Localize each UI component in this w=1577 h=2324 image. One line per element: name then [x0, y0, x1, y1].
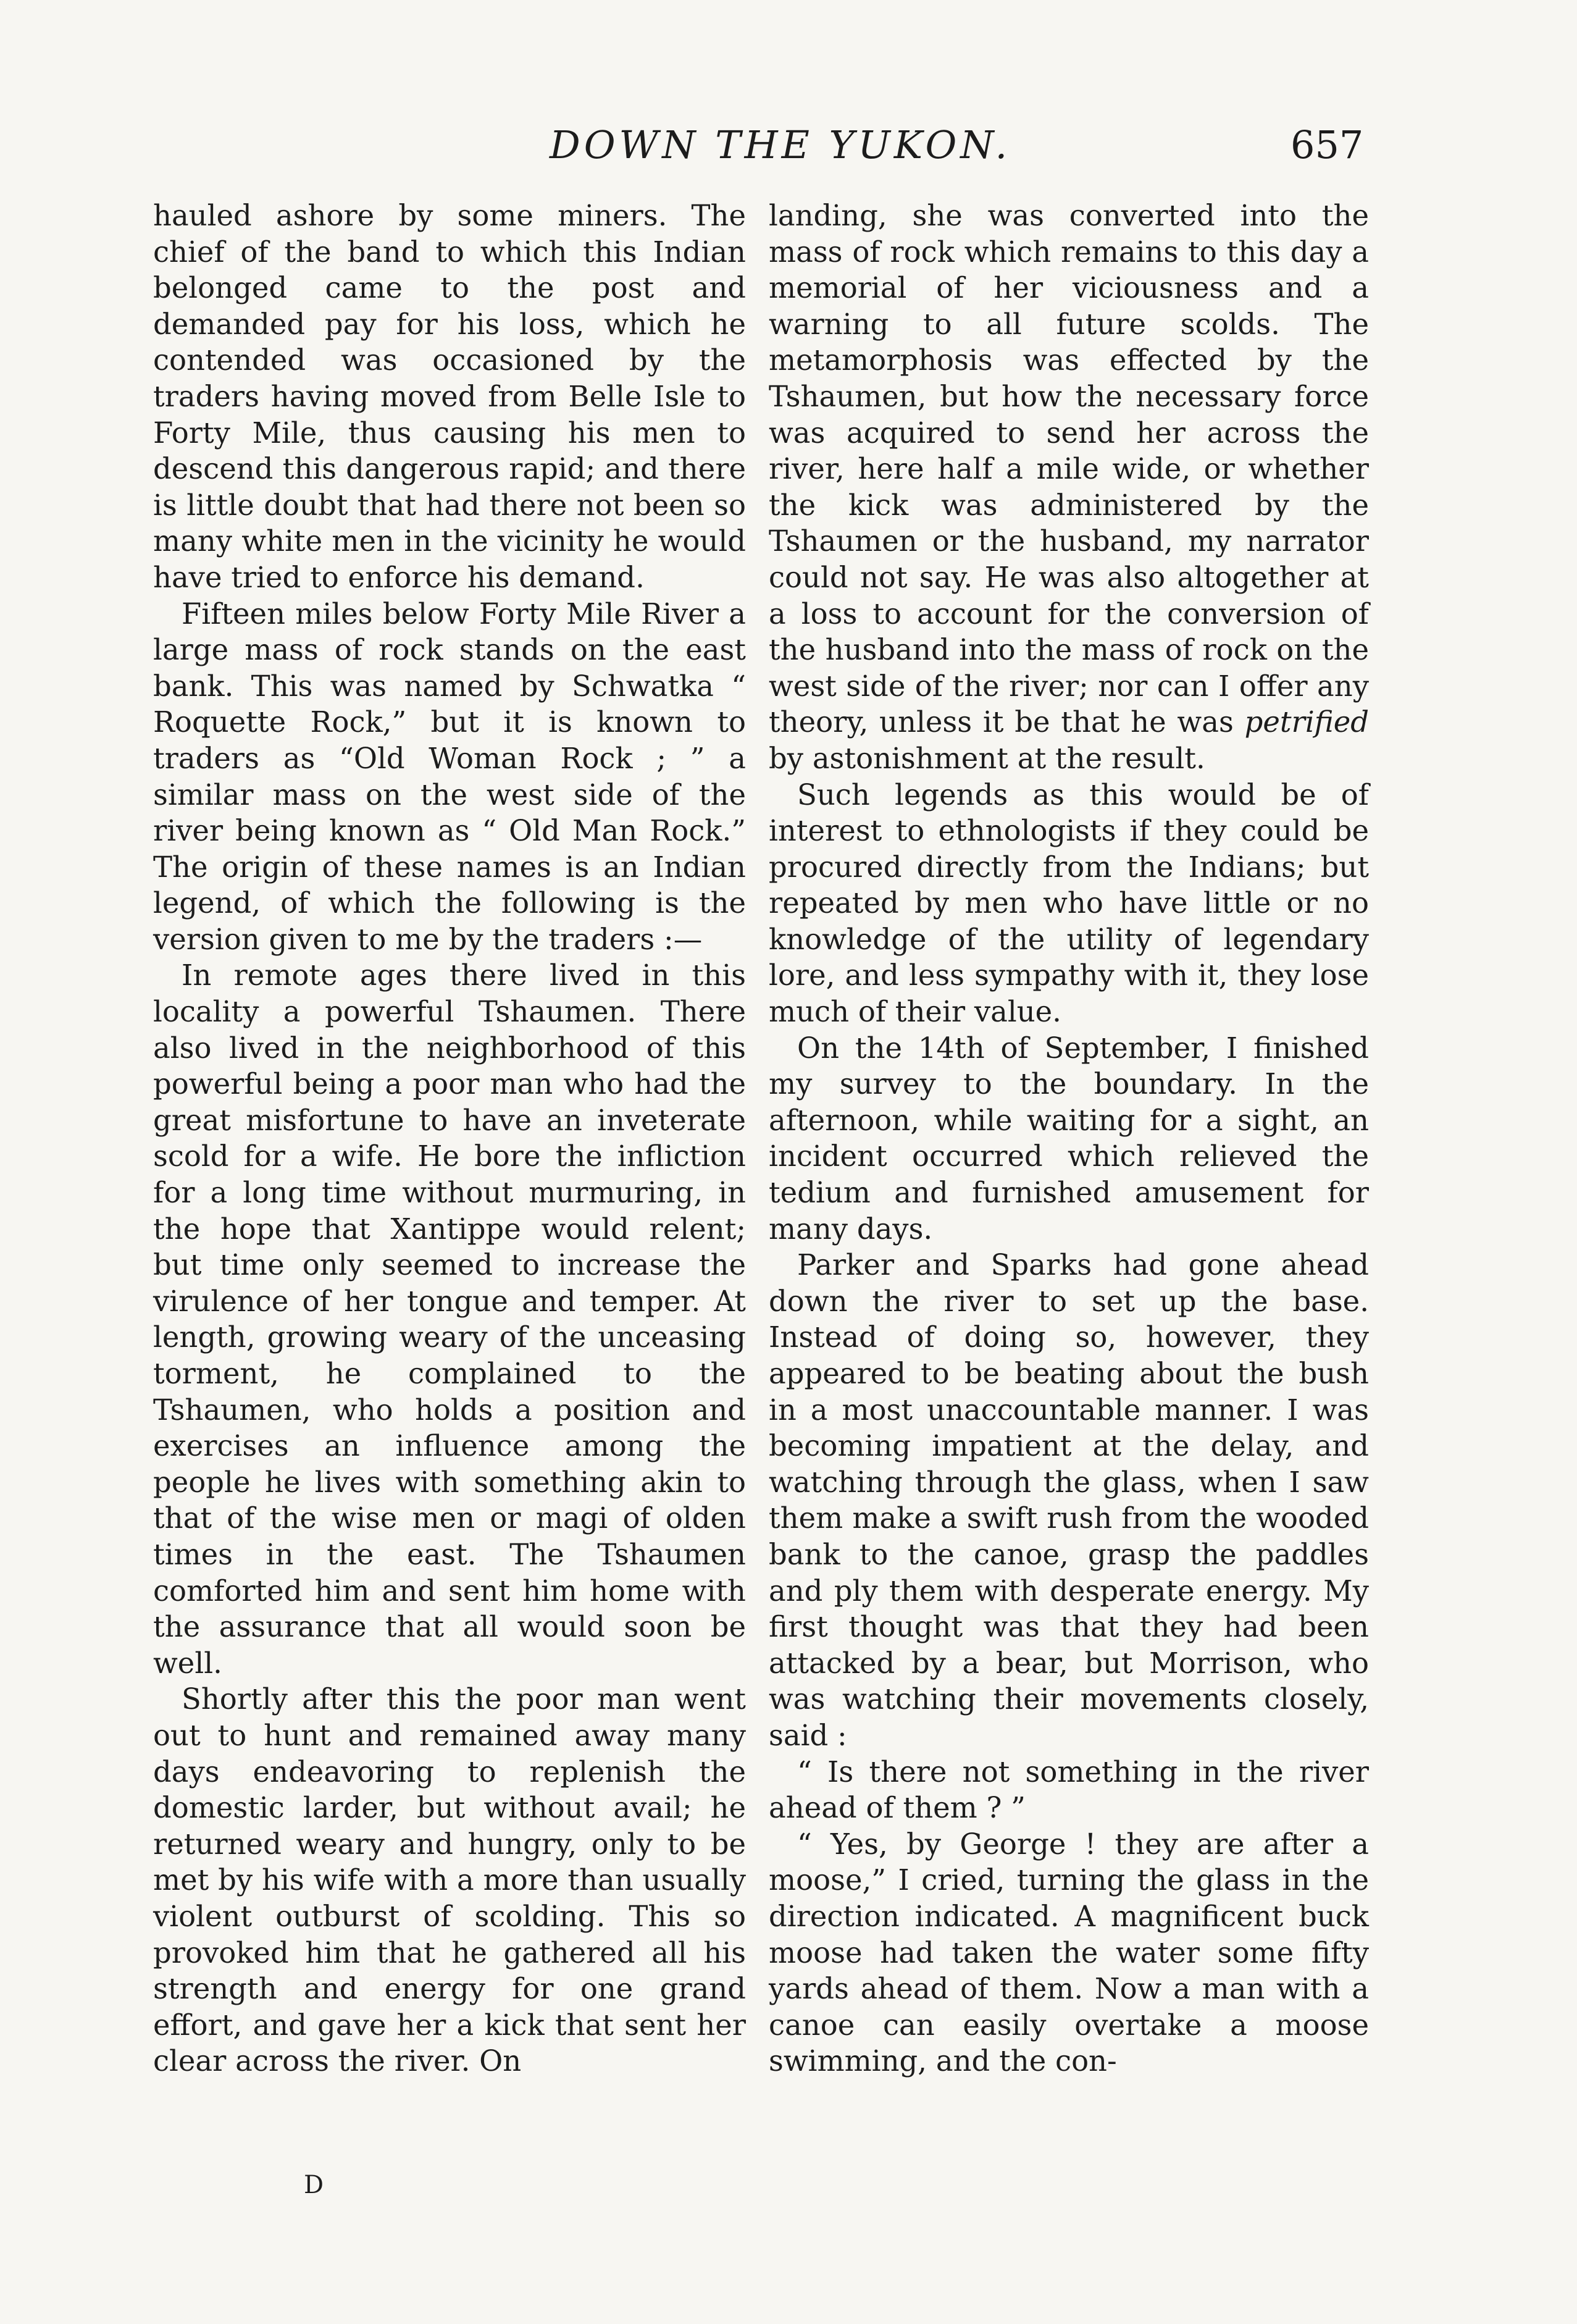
signature-mark: D — [304, 2171, 325, 2199]
left-paragraph-3: In remote ages there lived in this locality a powerful Tshaumen. There also lived in the neighborhood of this powerful being a poor man who had the great misfortune to have an inveterate scold for a wife. He bore the infliction for a long time without murmuring, in the hope that Xantippe would relent; but time only seemed to increase the virulence of her tongue and temper. At length, growing weary of the unceasing torment, he complained to the Tshaumen, who holds a position and exercises an influence among the people he lives with something akin to that of the wise men or magi of olden times in the east. The Tshaumen comforted him and sent him home with the assurance that all would soon be well. — [153, 959, 746, 1680]
left-paragraph-2: Fifteen miles below Forty Mile River a large mass of rock stands on the east bank. This was named by Schwatka “ Roquette Rock,” but it is known to traders as “Old Woman Rock ; ” a similar mass on the west side of the river being known as “ Old Man Rock.” The origin of these names is an Indian legend, of which the following is the version given to me by the traders :— — [153, 597, 746, 956]
right-paragraph-1-tail: by astonishment at the result. — [769, 741, 1205, 775]
left-paragraph-1: hauled ashore by some miners. The chief of the band to which this Indian belonged came to the post and demanded pay for his loss, which he contended was occasioned by the traders having moved from Belle Isle to Forty Mile, thus causing his men to descend this dangerous rapid; and there is little doubt that had there not been so many white men in the vicinity he would have tried to enforce his demand. — [153, 199, 746, 594]
left-column — [153, 198, 746, 2079]
right-paragraph-1 — [769, 198, 1369, 777]
right-paragraph-4: Parker and Sparks had gone ahead down the river to set up the base. Instead of doing so, however, they appeared to be beating about the bush in a most unaccountable manner. I was becoming impatient at the delay, and watching through the glass, when I saw them make a swift rush from the wooded bank to the canoe, grasp the paddles and ply them with desperate energy. My first thought was that they had been attacked by a bear, but Morrison, who was watching their movements closely, said : — [769, 1248, 1369, 1752]
right-paragraph-1-text: landing, she was converted into the mass of rock which remains to this day a memorial of her viciousness and a warning to all future scolds. The metamorphosis was effected by the Tshaumen, but how the necessary force was acquired to send her across the river, here half a mile wide, or whether the kick was administered by the Tshaumen or the husband, my narrator could not say. He was also altogether at a loss to account for the conversion of the husband into the mass of rock on the west side of the river; nor can I offer any theory, unless it be that he was — [769, 199, 1369, 739]
right-paragraph-5: “ Is there not something in the river ahead of them ? ” — [769, 1755, 1369, 1825]
running-title: DOWN THE YUKON. — [550, 122, 1011, 167]
right-paragraph-2: Such legends as this would be of interest to ethnologists if they could be procured directly from the Indians; but repeated by men who have little or no knowledge of the utility of legendary lore, and less sympathy with it, they lose much of their value. — [769, 778, 1369, 1029]
right-column — [769, 198, 1369, 2079]
italic-word: petrified — [1244, 705, 1369, 739]
right-paragraph-6: “ Yes, by George ! they are after a moose,” I cried, turning the glass in the direction indicated. A magnificent buck moose had taken the water some fifty yards ahead of them. Now a man with a canoe can easily overtake a moose swimming, and the con- — [769, 1827, 1369, 2078]
right-paragraph-3: On the 14th of September, I finished my survey to the boundary. In the afternoon, while waiting for a sight, an incident occurred which relieved the tedium and furnished amusement for many days. — [769, 1031, 1369, 1246]
left-paragraph-4: Shortly after this the poor man went out to hunt and remained away many days endeavoring to replenish the domestic larder, but without avail; he returned weary and hungry, only to be met by his wife with a more than usually violent outburst of scolding. This so provoked him that he gathered all his strength and energy for one grand effort, and gave her a kick that sent her clear across the river. On — [153, 1682, 746, 2078]
page-number: 657 — [1290, 122, 1364, 167]
